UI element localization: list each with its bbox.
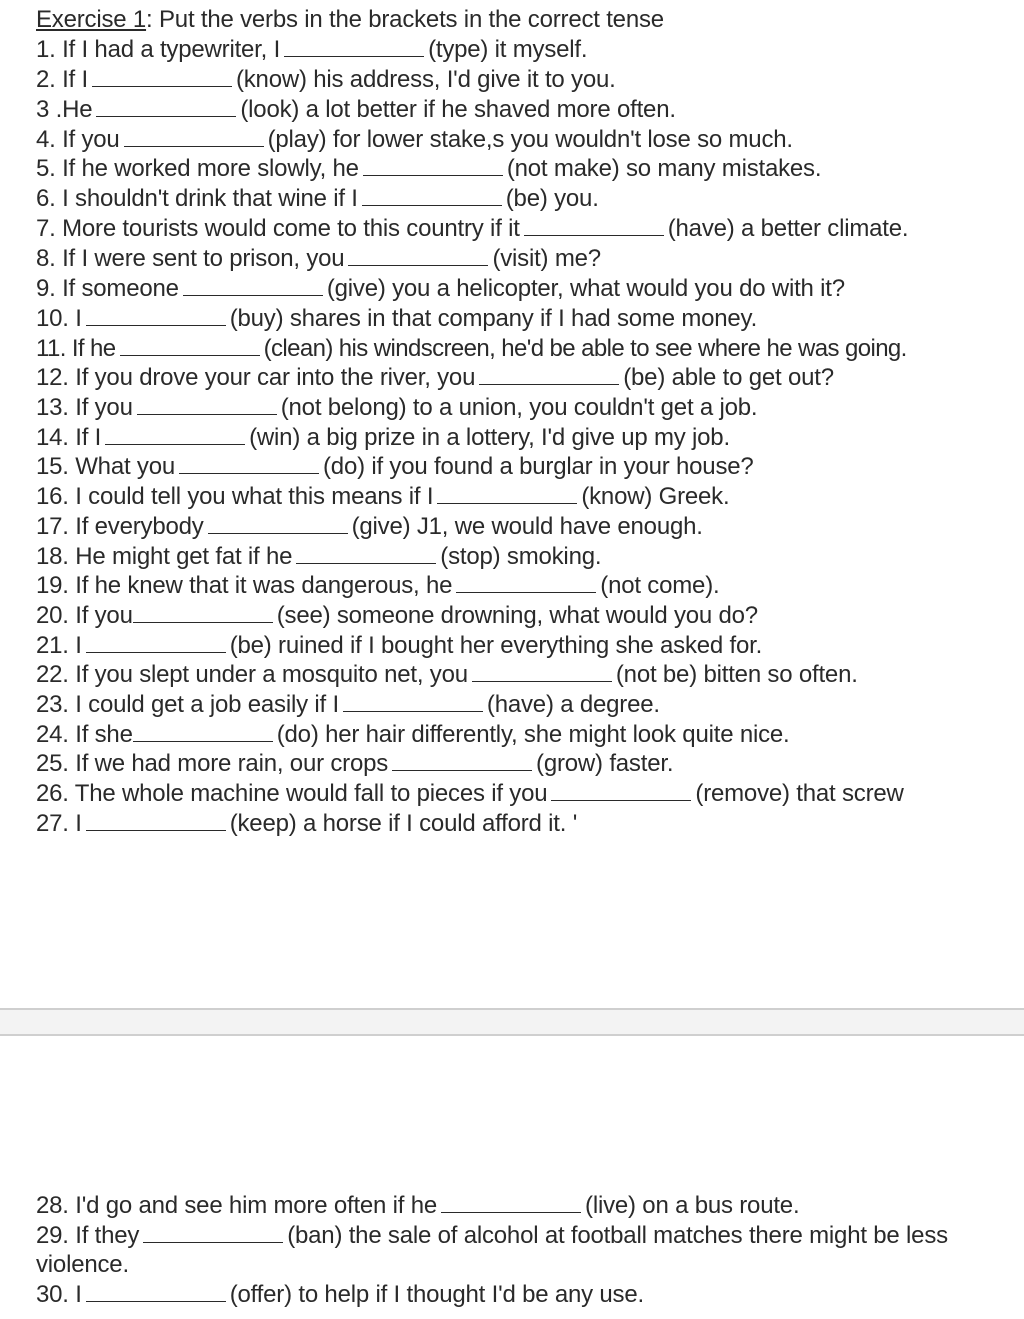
page-separator	[0, 1008, 1024, 1036]
item-text-after: (type) it myself.	[428, 36, 588, 63]
exercise-item-2	[36, 66, 616, 94]
exercise-item-5	[36, 155, 821, 183]
item-text-before: 30. I	[36, 1281, 82, 1308]
item-text-before: 2. If I	[36, 66, 88, 93]
answer-blank[interactable]	[479, 366, 619, 385]
item-text-before: 22. If you slept under a mosquito net, you	[36, 661, 468, 688]
item-text-before: 7. More tourists would come to this country if it	[36, 215, 520, 242]
item-text-before: 5. If he worked more slowly, he	[36, 155, 359, 182]
worksheet-page-2	[0, 1036, 1024, 1319]
answer-blank[interactable]	[392, 752, 532, 771]
exercise-item-18	[36, 543, 601, 571]
answer-blank[interactable]	[143, 1224, 283, 1243]
item-text-after: (know) Greek.	[581, 483, 730, 510]
answer-blank[interactable]	[133, 723, 273, 742]
item-text-after: (have) a better climate.	[667, 215, 909, 242]
item-text-after: (give) you a helicopter, what would you do with it?	[326, 275, 845, 302]
item-text-before: 6. I shouldn't drink that wine if I	[36, 185, 358, 212]
item-text-before: 19. If he knew that it was dangerous, he	[36, 572, 453, 599]
answer-blank[interactable]	[296, 545, 436, 564]
exercise-item-13	[36, 394, 757, 422]
item-text-after: (see) someone drowning, what would you do?	[276, 602, 758, 629]
answer-blank[interactable]	[208, 515, 348, 534]
answer-blank[interactable]	[124, 128, 264, 147]
exercise-item-29	[36, 1222, 1024, 1250]
answer-blank[interactable]	[472, 663, 612, 682]
exercise-item-28	[36, 1192, 799, 1220]
answer-blank[interactable]	[120, 337, 260, 356]
item-text-before: 12. If you drove your car into the river, you	[36, 364, 476, 391]
exercise-item-11	[36, 335, 907, 363]
answer-blank[interactable]	[92, 68, 232, 87]
answer-blank[interactable]	[86, 1283, 226, 1302]
item-text-after: (do) her hair differently, she might look quite nice.	[276, 721, 790, 748]
item-text-before: 9. If someone	[36, 275, 179, 302]
item-text-before: 28. I'd go and see him more often if he	[36, 1192, 438, 1219]
exercise-item-15	[36, 453, 754, 481]
item-text-before: 1. If I had a typewriter, I	[36, 36, 281, 63]
exercise-item-27	[36, 810, 577, 838]
item-text-before: 3 .He	[36, 96, 93, 123]
item-text-after: (live) on a bus route.	[585, 1192, 800, 1219]
item-text-after: (win) a big prize in a lottery, I'd give up my job.	[249, 424, 730, 451]
exercise-item-22	[36, 661, 858, 689]
exercise-item-4	[36, 126, 793, 154]
item-text-before: 15. What you	[36, 453, 176, 480]
item-text-after: (be) you.	[505, 185, 599, 212]
exercise-item-25	[36, 750, 673, 778]
item-text-after: (keep) a horse if I could afford it. '	[229, 810, 578, 837]
exercise-item-24	[36, 721, 790, 749]
item-text-before: 23. I could get a job easily if I	[36, 691, 339, 718]
item-text-before: 20. If you	[36, 602, 133, 629]
item-text-after: (grow) faster.	[536, 750, 674, 777]
item-text-before: 8. If I were sent to prison, you	[36, 245, 345, 272]
exercise-title	[36, 6, 664, 34]
item-text-before: 17. If everybody	[36, 513, 204, 540]
item-text-after: (give) J1, we would have enough.	[351, 513, 703, 540]
item-text-before: 25. If we had more rain, our crops	[36, 750, 389, 777]
answer-blank[interactable]	[86, 812, 226, 831]
item-text-before: 11. If he	[36, 335, 116, 362]
exercise-item-17	[36, 513, 703, 541]
exercise-title-label: Exercise 1	[36, 6, 147, 33]
answer-blank[interactable]	[86, 307, 226, 326]
item-text-after: (buy) shares in that company if I had some money.	[229, 305, 758, 332]
item-text-after: (remove) that screw	[695, 780, 904, 807]
answer-blank[interactable]	[105, 426, 245, 445]
answer-blank[interactable]	[456, 574, 596, 593]
item-text-after: (stop) smoking.	[440, 543, 602, 570]
answer-blank[interactable]	[551, 782, 691, 801]
item-text-before: 29. If they	[36, 1222, 140, 1249]
answer-blank[interactable]	[137, 396, 277, 415]
answer-blank[interactable]	[437, 485, 577, 504]
item-text-before: 13. If you	[36, 394, 133, 421]
answer-blank[interactable]	[284, 38, 424, 57]
exercise-title-instructions: : Put the verbs in the brackets in the correct tense	[146, 6, 664, 33]
exercise-item-30	[36, 1281, 644, 1309]
item-text-before: 14. If I	[36, 424, 102, 451]
item-text-before: 18. He might get fat if he	[36, 543, 293, 570]
exercise-item-23	[36, 691, 660, 719]
item-text-after: (visit) me?	[492, 245, 601, 272]
answer-blank[interactable]	[343, 693, 483, 712]
exercise-item-21	[36, 632, 762, 660]
exercise-item-16	[36, 483, 729, 511]
item-text-after: (ban) the sale of alcohol at football matches there might be less	[287, 1222, 948, 1249]
exercise-item-3	[36, 96, 676, 124]
item-text-after: (have) a degree.	[486, 691, 660, 718]
exercise-item-29-continuation: violence.	[36, 1251, 129, 1278]
answer-blank[interactable]	[348, 247, 488, 266]
answer-blank[interactable]	[179, 455, 319, 474]
item-text-after: (be) able to get out?	[623, 364, 834, 391]
item-text-before: 27. I	[36, 810, 82, 837]
item-text-before: 21. I	[36, 632, 82, 659]
exercise-item-26	[36, 780, 904, 808]
item-text-before: 4. If you	[36, 126, 120, 153]
item-text-after: (look) a lot better if he shaved more often.	[240, 96, 676, 123]
item-text-before: 24. If she	[36, 721, 133, 748]
item-text-after: (not be) bitten so often.	[615, 661, 858, 688]
item-text-after: (do) if you found a burglar in your house?	[323, 453, 754, 480]
item-text-before: 16. I could tell you what this means if I	[36, 483, 434, 510]
item-text-after: (clean) his windscreen, he'd be able to see where he was going.	[263, 335, 907, 362]
item-text-after: (offer) to help if I thought I'd be any use.	[229, 1281, 644, 1308]
exercise-item-19	[36, 572, 719, 600]
answer-blank[interactable]	[133, 604, 273, 623]
exercise-item-8	[36, 245, 601, 273]
item-text-after: (not make) so many mistakes.	[506, 155, 822, 182]
exercise-item-6	[36, 185, 599, 213]
exercise-item-1	[36, 36, 587, 64]
item-text-after: (play) for lower stake,s you wouldn't lose so much.	[267, 126, 793, 153]
exercise-item-10	[36, 305, 757, 333]
exercise-item-12	[36, 364, 834, 392]
answer-blank[interactable]	[524, 217, 664, 236]
exercise-item-7	[36, 215, 908, 243]
answer-blank[interactable]	[96, 98, 236, 117]
answer-blank[interactable]	[362, 187, 502, 206]
item-text-before: 26. The whole machine would fall to pieces if you	[36, 780, 548, 807]
exercise-item-20	[36, 602, 758, 630]
answer-blank[interactable]	[86, 634, 226, 653]
answer-blank[interactable]	[441, 1194, 581, 1213]
answer-blank[interactable]	[183, 277, 323, 296]
item-text-after: (not belong) to a union, you couldn't get a job.	[280, 394, 758, 421]
item-text-before: 10. I	[36, 305, 82, 332]
item-text-after: (know) his address, I'd give it to you.	[235, 66, 616, 93]
exercise-item-14	[36, 424, 730, 452]
answer-blank[interactable]	[363, 157, 503, 176]
item-text-after: (not come).	[600, 572, 720, 599]
item-text-after: (be) ruined if I bought her everything she asked for.	[229, 632, 763, 659]
exercise-item-9	[36, 275, 845, 303]
